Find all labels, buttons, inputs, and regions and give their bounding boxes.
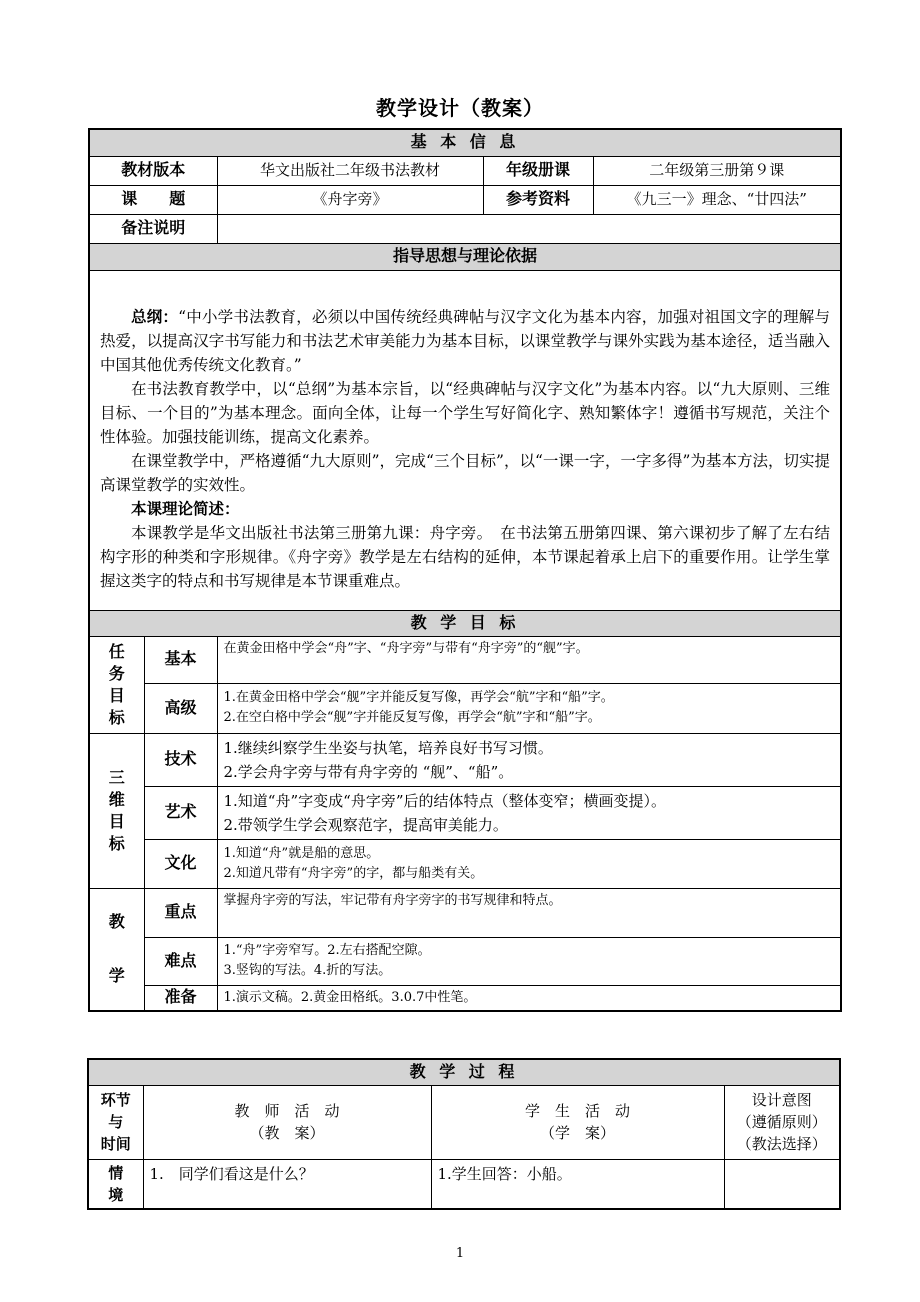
three-dim-goals-label: 三 维 目 标 <box>89 733 144 888</box>
technique-label: 技术 <box>144 733 217 786</box>
basic-goal-text: 在黄金田格中学会“舟”字、“舟字旁”与带有“舟字旁”的“舰”字。 <box>217 636 841 683</box>
stage-time-header: 环节 与 时间 <box>88 1085 143 1159</box>
process-header: 教 学 过 程 <box>88 1059 840 1085</box>
grade-value: 二年级第三册第９课 <box>593 156 841 185</box>
basic-info-header: 基 本 信 息 <box>89 129 841 156</box>
grade-label: 年级册课 <box>483 156 593 185</box>
advanced-goal-text: 1.在黄金田格中学会“舰”字并能反复写像，再学会“航”字和“船”字。 2.在空白格中学会“舰”字并能反复写像，再学会“航”字和“船”字。 <box>217 683 841 733</box>
lesson-info-table <box>88 128 842 1012</box>
design-intent-header: 设计意图 （遵循原则） （教法选择） <box>724 1085 840 1159</box>
theory-paragraph-outline: 总纲：“中小学书法教育，必须以中国传统经典碑帖与汉字文化为基本内容，加强对祖国文字的理解与热爱，以提高汉字书写能力和书法艺术审美能力为基本目标，以课堂教学与课外实践为基本途径，适当融入中国其他优秀传统文化教育。” <box>100 306 831 374</box>
preparation-label: 准备 <box>144 985 217 1011</box>
topic-label: 课 题 <box>89 185 217 214</box>
outline-lead: 总纲： <box>131 306 179 326</box>
student-activity-header: 学 生 活 动 （学 案） <box>431 1085 724 1159</box>
note-label: 备注说明 <box>89 214 217 243</box>
note-value <box>217 214 841 243</box>
preparation-text: 1.演示文稿。2.黄金田格纸。3.0.7中性笔。 <box>217 985 841 1011</box>
theory-paragraph-4: 本课教学是华文出版社书法第三册第九课：舟字旁。 在书法第五册第四课、第六课初步了解了左右结构字形的种类和字形规律。《舟字旁》教学是左右结构的延伸，本节课起着承上启下的重要作用。让学生掌握这类字的特点和书写规律是本节课重难点。 <box>100 523 831 590</box>
key-point-label: 重点 <box>144 888 217 937</box>
reference-label: 参考资料 <box>483 185 593 214</box>
edition-value: 华文出版社二年级书法教材 <box>217 156 483 185</box>
culture-text: 1.知道“舟”就是船的意思。 2.知道凡带有“舟字旁”的字，都与船类有关。 <box>217 839 841 888</box>
edition-label: 教材版本 <box>89 156 217 185</box>
page-number: 1 <box>455 1246 465 1261</box>
document-title: 教学设计（教案） <box>376 96 544 120</box>
difficulty-text: 1.“舟”字旁窄写。2.左右搭配空隙。 3.竖钩的写法。4.折的写法。 <box>217 937 841 985</box>
art-text: 1.知道“舟”字变成“舟字旁”后的结体特点（整体变窄；横画变提）。 2.带领学生学会观察范字，提高审美能力。 <box>217 786 841 839</box>
teaching-process-table <box>87 1058 841 1210</box>
basic-goal-label: 基本 <box>144 636 217 683</box>
teaching-label: 教 学 <box>89 888 144 1011</box>
topic-value: 《舟字旁》 <box>217 185 483 214</box>
art-label: 艺术 <box>144 786 217 839</box>
theory-paragraph-3: 在课堂教学中，严格遵循“九大原则”，完成“三个目标”，以“一课一字，一字多得”为基本方法，切实提高课堂教学的实效性。 <box>100 451 831 494</box>
teacher-activity-1: 1. 同学们看这是什么？ <box>143 1159 431 1209</box>
difficulty-label: 难点 <box>144 937 217 985</box>
technique-text: 1.继续纠察学生坐姿与执笔，培养良好书写习惯。 2.学会舟字旁与带有舟字旁的 “舰”、“船”。 <box>217 733 841 786</box>
theory-content <box>89 270 841 610</box>
teacher-activity-header: 教 师 活 动 （教 案） <box>143 1085 431 1159</box>
stage-situation: 情 境 <box>88 1159 143 1209</box>
reference-value: 《九三一》理念、“廿四法” <box>593 185 841 214</box>
design-intent-1 <box>724 1159 840 1209</box>
student-activity-1: 1.学生回答：小船。 <box>431 1159 724 1209</box>
goals-header: 教 学 目 标 <box>89 610 841 636</box>
culture-label: 文化 <box>144 839 217 888</box>
advanced-goal-label: 高级 <box>144 683 217 733</box>
theory-header: 指导思想与理论依据 <box>89 243 841 270</box>
task-goals-label: 任 务 目 标 <box>89 636 144 733</box>
theory-subtitle: 本课理论简述： <box>131 499 240 518</box>
key-point-text: 掌握舟字旁的写法，牢记带有舟字旁字的书写规律和特点。 <box>217 888 841 937</box>
theory-paragraph-2: 在书法教育教学中，以“总纲”为基本宗旨，以“经典碑帖与汉字文化”为基本内容。以“九大原则、三维目标、一个目的”为基本理念。面向全体，让每一个学生写好简化字、熟知繁体字！遵循书写规范，关注个性体验。加强技能训练，提高文化素养。 <box>100 379 831 446</box>
